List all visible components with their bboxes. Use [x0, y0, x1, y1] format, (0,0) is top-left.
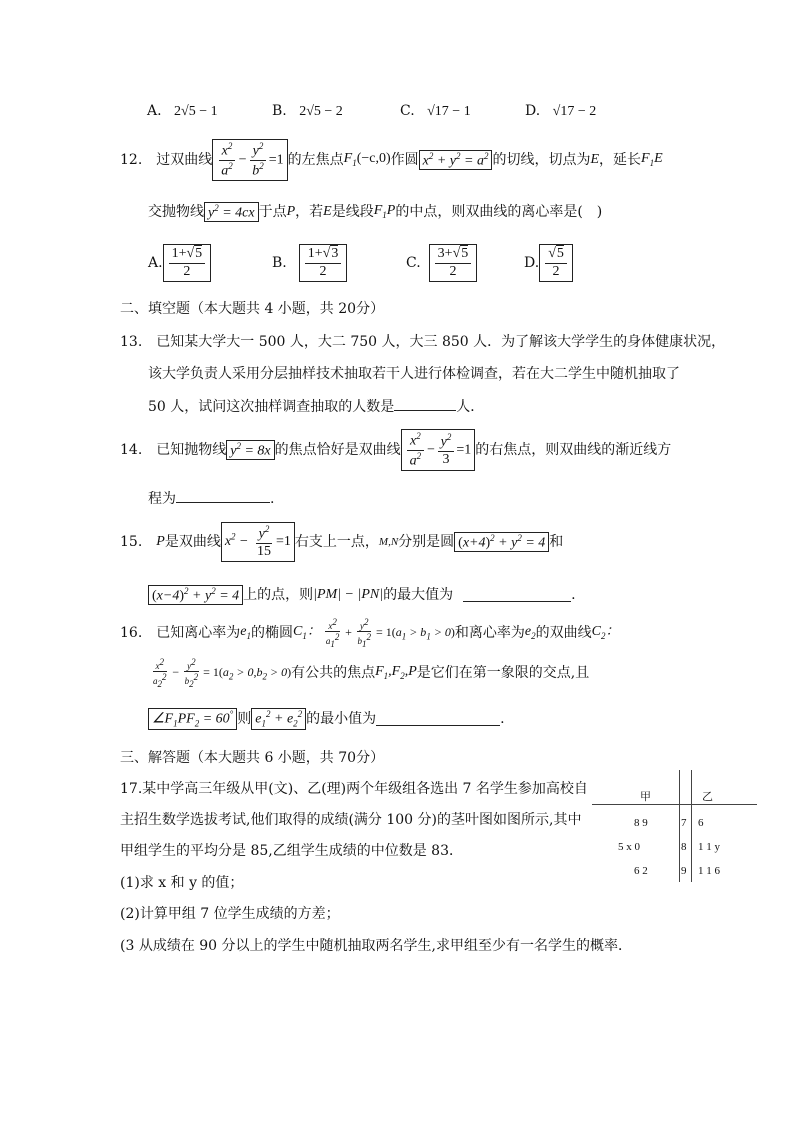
q12-option-a-formula: $\frac{1+√5}{2}$ — [163, 244, 212, 281]
q12-text-9: 是线段 — [331, 204, 374, 220]
q15-line-1 — [120, 520, 563, 564]
q12-text-1: 过双曲线 — [156, 152, 213, 168]
q12-text-4: 的切线，切点为 — [492, 152, 591, 168]
q16-sum-formula: $e_1^2 + e_2^2$ — [251, 708, 306, 730]
q17-line-2: 主招生数学选拔考试,他们取得的成绩(满分 100 分)的茎叶图如图所示,其中 — [120, 812, 582, 828]
q16-text-3: 和离心率为 — [454, 625, 525, 641]
q12-option-c-formula: $\frac{3+√5}{2}$ — [429, 244, 478, 281]
q11-option-a-label: A. — [147, 103, 162, 119]
q13-line-1 — [120, 335, 725, 349]
q17-part-2: (2)计算甲组 7 位学生成绩的方差； — [120, 906, 340, 922]
q12-option-d — [524, 240, 573, 286]
q12-option-c — [406, 240, 477, 286]
q17-part-1: (1)求 x 和 y 的值； — [120, 875, 244, 891]
q16-answer-blank[interactable] — [376, 713, 500, 726]
q16-angle-formula: $\angle F_1PF_2 = 60^\circ$ — [148, 708, 237, 730]
q15-points-mn: M,N — [378, 535, 399, 548]
q15-text-1: 是双曲线 — [164, 534, 221, 550]
q11-option-b-label: B. — [272, 103, 287, 119]
q12-hyperbola-formula: $\frac{x^2}{a^2}$ − $\frac{y^2}{b^2}$ =1 — [212, 139, 287, 182]
q12-text-2: 的左焦点 — [287, 152, 344, 168]
q11-option-d — [525, 104, 596, 119]
q11-option-c-value: √17 − 1 — [427, 104, 471, 119]
stem-leaf-row-3-right: 1 1 6 — [698, 865, 720, 877]
q16-c2: $C_2$： — [591, 624, 620, 641]
q16-text-5: 有公共的焦点 — [291, 665, 376, 681]
q12-option-d-formula: $\frac{√5}{2}$ — [539, 244, 573, 281]
q16-points: $F_1,F_2,P$ — [375, 664, 417, 681]
q15-answer-blank[interactable] — [463, 589, 571, 602]
stem-leaf-left-header: 甲 — [640, 791, 651, 803]
q12-option-a — [148, 240, 211, 286]
q16-e2: $e_2$ — [524, 624, 536, 641]
q16-text-8: 的最小值为 — [306, 711, 377, 727]
section-3-title: 三、解答题（本大题共 6 小题，共 70分） — [120, 750, 385, 766]
q15-line-2 — [148, 583, 576, 607]
stem-leaf-row-2-stem: 8 — [681, 841, 687, 853]
stem-leaf-row-1-right: 6 — [698, 817, 704, 829]
stem-leaf-row-1-left: 8 9 — [634, 817, 648, 829]
q12-text-8: ，若 — [295, 204, 324, 220]
q15-number: 15. — [120, 534, 143, 550]
section-2-title: 二、填空题（本大题共 4 小题，共 20分） — [120, 301, 385, 317]
q11-option-d-value: √17 − 2 — [552, 104, 597, 119]
q12-text-7: 于点 — [258, 204, 287, 220]
q12-option-a-label: A. — [148, 255, 163, 271]
q14-line-1 — [120, 428, 671, 472]
q12-focus-f1: $F_1(-c,0)$ — [343, 151, 391, 168]
q12-option-d-label: D. — [524, 255, 540, 271]
stem-leaf-row-1-stem: 7 — [681, 817, 687, 829]
q13-number: 13. — [120, 334, 143, 350]
q12-segment-f1p: $F_1P$ — [373, 203, 396, 220]
q14-text-1: 已知抛物线 — [156, 442, 227, 458]
q14-hyperbola-formula: $\frac{x^2}{a^2}$ − $\frac{y^2}{3}$ =1 — [401, 429, 476, 472]
q13-text-3a: 50 人，试问这次抽样调查抽取的人数是 — [148, 399, 395, 415]
q12-option-b-formula: $\frac{1+√3}{2}$ — [299, 244, 348, 281]
q15-circle-2-formula: $(x-4)^2 + y^2 = 4$ — [148, 585, 243, 606]
q13-line-2: 该大学负责人采用分层抽样技术抽取若干人进行体检调查，若在大二学生中随机抽取了 — [148, 366, 680, 382]
q15-text-3: 分别是圆 — [398, 534, 455, 550]
stem-leaf-row-3-stem: 9 — [681, 865, 687, 877]
q11-option-b — [272, 104, 343, 119]
q15-text-4: 和 — [549, 534, 564, 550]
q13-answer-blank[interactable] — [394, 398, 456, 411]
q11-option-b-value: 2√5 − 2 — [299, 104, 343, 119]
q11-options — [147, 104, 218, 119]
q15-text-7: . — [571, 587, 576, 603]
stem-leaf-row-2-left: 5 x 0 — [618, 841, 640, 853]
q12-point-e: E — [590, 152, 600, 167]
q14-parabola-formula: $y^2 = 8x$ — [226, 440, 274, 461]
q11-option-c-label: C. — [400, 103, 415, 119]
q14-line-2 — [148, 490, 274, 506]
q11-option-a-value: 2√5 − 1 — [174, 104, 218, 119]
q14-text-4: 程为 — [148, 491, 176, 507]
q12-text-6: 交抛物线 — [148, 204, 204, 220]
q11-option-d-label: D. — [525, 103, 541, 119]
q13-line-3 — [148, 398, 484, 414]
q14-answer-blank[interactable] — [176, 490, 270, 503]
q12-parabola-formula: $y^2 = 4cx$ — [204, 202, 259, 223]
q12-option-b-label: B. — [272, 255, 287, 271]
q16-ellipse-formula: $\frac{x^2}{a_1^2}$ + $\frac{y^2}{b_1^2}$ = $1(a_1 > b_1 > 0)$ — [325, 616, 455, 649]
q16-text-6: 是它们在第一象限的交点,且 — [416, 665, 590, 681]
q14-text-5: . — [270, 491, 275, 507]
q16-text-1: 已知离心率为 — [156, 625, 241, 641]
q15-circle-1-formula: $(x+4)^2 + y^2 = 4$ — [454, 532, 549, 553]
q12-number: 12. — [120, 152, 143, 168]
q15-text-6: 的最大值为 — [383, 587, 454, 603]
q12-option-b — [272, 240, 347, 286]
q17-line-1: 17.某中学高三年级从甲(文)、乙(理)两个年级组各选出 7 名学生参加高校自 — [120, 781, 588, 797]
q14-text-2: 的焦点恰好是双曲线 — [274, 442, 401, 458]
q14-number: 14. — [120, 442, 143, 458]
q13-text-1: 已知某大学大一 500 人，大二 750 人，大三 850 人．为了解该大学学生的身体健康状况， — [156, 334, 726, 350]
q16-hyperbola-formula: $\frac{x^2}{a_2^2}$ − $\frac{y^2}{b_2^2}$ = $1(a_2 > 0,b_2 > 0)$ — [153, 656, 292, 689]
q12-text-5: ，延长 — [599, 152, 642, 168]
q16-line-3 — [148, 706, 505, 732]
q16-line-2 — [148, 656, 590, 689]
q12-text-3: 作圆 — [390, 152, 419, 168]
q14-text-3: 的右焦点，则双曲线的渐近线方 — [475, 442, 672, 458]
q12-segment-f1e: $F_1E$ — [641, 151, 663, 168]
q12-circle-formula: $x^2 + y^2 = a^2$ — [419, 150, 493, 171]
q12-text-10: 的中点，则双曲线的离心率是( ) — [395, 204, 603, 220]
q16-line-1 — [120, 616, 620, 649]
q13-text-3b: 人． — [456, 399, 485, 415]
q15-point-p: P — [156, 534, 165, 549]
q16-text-4: 的双曲线 — [535, 625, 592, 641]
q17-line-3: 甲组学生的平均分是 85,乙组学生成绩的中位数是 83． — [120, 843, 463, 859]
q15-text-5: 上的点，则 — [243, 587, 314, 603]
stem-leaf-divider-right — [691, 770, 692, 882]
q12-point-e-2: E — [323, 204, 332, 219]
q16-text-9: . — [500, 711, 505, 727]
stem-leaf-right-header: 乙 — [702, 791, 713, 803]
stem-leaf-divider-left — [679, 770, 680, 882]
q12-line-1 — [120, 138, 663, 182]
q16-c1: $C_1$： — [292, 624, 321, 641]
q16-text-7: 则 — [237, 711, 252, 727]
stem-leaf-header-line — [592, 804, 757, 805]
q12-point-p: P — [286, 204, 296, 219]
q16-number: 16. — [120, 625, 143, 641]
q17-part-3: (3 从成绩在 90 分以上的学生中随机抽取两名学生,求甲组至少有一名学生的概率． — [120, 938, 632, 954]
q15-hyperbola-formula: $x^2$ − $\frac{y^2}{15}$ =1 — [221, 522, 295, 562]
stem-leaf-row-3-left: 6 2 — [634, 865, 648, 877]
q16-e1: $e_1$ — [240, 624, 251, 641]
q16-text-2: 的椭圆 — [250, 625, 293, 641]
q15-text-2: 右支上一点， — [294, 534, 379, 550]
q12-line-2 — [148, 200, 602, 224]
q12-option-c-label: C. — [406, 255, 421, 271]
stem-leaf-plot — [592, 770, 757, 885]
q11-option-c — [400, 104, 471, 119]
stem-leaf-row-2-right: 1 1 y — [698, 841, 720, 853]
q15-expression: |PM| − |PN| — [313, 587, 384, 602]
